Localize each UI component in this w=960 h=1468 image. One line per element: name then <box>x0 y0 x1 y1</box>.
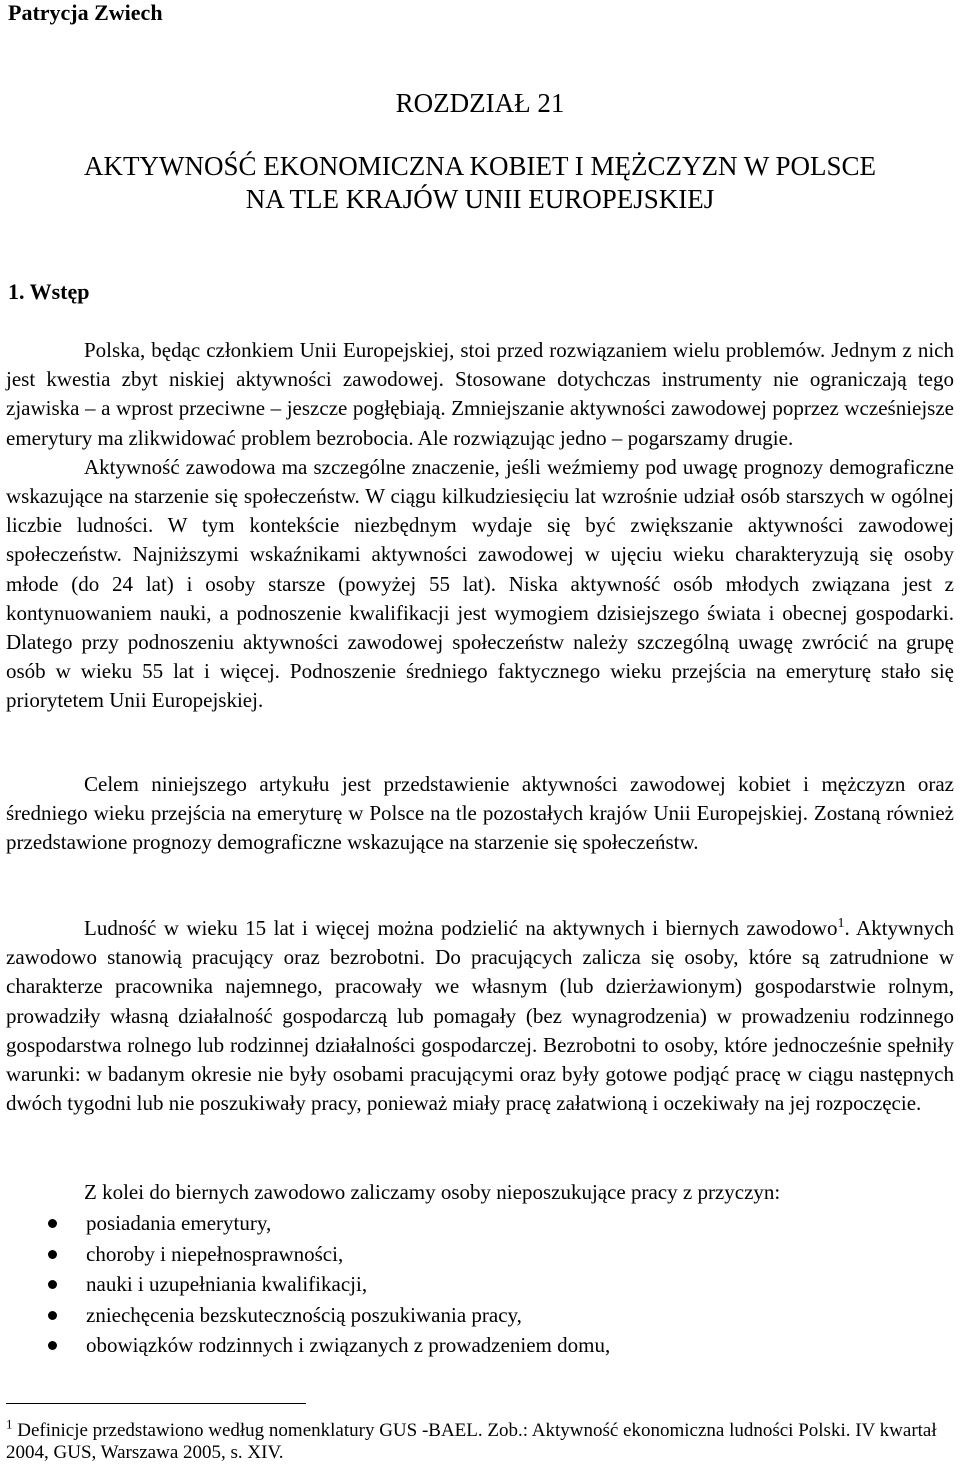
chapter-title-line-1: AKTYWNOŚĆ EKONOMICZNA KOBIET I MĘŻCZYZN W POLSCE <box>84 151 876 181</box>
list-item-text: nauki i uzupełniania kwalifikacji, <box>86 1272 368 1296</box>
paragraph-aim: Celem niniejszego artykułu jest przedstawienie aktywności zawodowej kobiet i mężczyzn oraz średniego wieku przejścia na emeryturę w Polsce na tle pozostałych krajów Unii Europejskiej. Zostaną również przedstawione prognozy demograficzne wskazujące na starzenie się społeczeństw. <box>6 772 954 855</box>
footnote <box>6 1416 956 1464</box>
list-item <box>6 1300 946 1331</box>
author-name: Patrycja Zwiech <box>8 0 163 25</box>
list-intro: Z kolei do biernych zawodowo zaliczamy osoby nieposzukujące pracy z przyczyn: <box>84 1180 781 1204</box>
section-heading: 1. Wstęp <box>8 279 90 304</box>
bullet-icon <box>48 1341 57 1350</box>
bullet-icon <box>48 1280 57 1289</box>
inactivity-reasons-list <box>6 1208 946 1361</box>
paragraph-demography: Aktywność zawodowa ma szczególne znaczenie, jeśli weźmiemy pod uwagę prognozy demograficzne wskazujące na starzenie się społeczeństw. W ciągu kilkudziesięciu lat wzrośnie udział osób starszych w ogólnej liczbie ludności. W tym kontekście niezbędnym wydaje się być zwiększanie aktywności zawodowej społeczeństw. Najniższymi wskaźnikami aktywności zawodowej w ujęciu wieku charakteryzują się osoby młode (do 24 lat) i osoby starsze (powyżej 55 lat). Niska aktywność osób młodych związana jest z kontynuowaniem nauki, a podnoszenie kwalifikacji jest wymogiem dzisiejszego świata i obecnej gospodarki. Dlatego przy podnoszeniu aktywności zawodowej społeczeństw należy szczególną uwagę zwrócić na grupę osób w wieku 55 lat i więcej. Podnoszenie średniego faktycznego wieku przejścia na emeryturę stało się priorytetem Unii Europejskiej. <box>6 454 954 713</box>
paragraph-problem: Polska, będąc członkiem Unii Europejskiej, stoi przed rozwiązaniem wielu problemów. Jednym z nich jest kwestia zbyt niskiej aktywności zawodowej. Stosowane dotychczas instrumenty nie ograniczają tego zjawiska – a wprost przeciwne – jeszcze pogłębiają. Zmniejszanie aktywności zawodowej poprzez wcześniejsze emerytury ma zlikwidować problem bezrobocia. Ale rozwiązując jedno – pogarszamy drugie. <box>6 338 954 450</box>
chapter-number: ROZDZIAŁ 21 <box>395 88 565 118</box>
list-item <box>6 1208 946 1239</box>
intro-paragraph-block <box>6 336 954 716</box>
list-item <box>6 1239 946 1270</box>
footnote-mark: 1 <box>6 1416 13 1432</box>
paragraph-definitions <box>6 914 954 1118</box>
list-item <box>6 1269 946 1300</box>
list-item <box>6 1330 946 1361</box>
list-item-text: obowiązków rodzinnych i związanych z prowadzeniem domu, <box>86 1333 611 1357</box>
paragraph-definitions-start: Ludność w wieku 15 lat i więcej można podzielić na aktywnych i biernych zawodowo <box>84 916 838 940</box>
list-item-text: posiadania emerytury, <box>86 1211 272 1235</box>
paragraph-definitions-end: . Aktywnych zawodowo stanowią pracujący oraz bezrobotni. Do pracujących zalicza się osoby, które są zatrudnione w charakterze pracownika najemnego, pracowały we własnym (lub dzierżawionym) gospodarstwie rolnym, prowadziły własną działalność gospodarczą lub pomagały (bez wynagrodzenia) w prowadzeniu rodzinnego gospodarstwa rolnego lub rodzinnej działalności gospodarczej. Bezrobotni to osoby, które jednocześnie spełniły warunki: w badanym okresie nie były osobami pracującymi oraz były gotowe podjąć pracę w ciągu następnych dwóch tygodni lub nie poszukiwały pracy, ponieważ miały pracę załatwioną i oczekiwały na jej rozpoczęcie. <box>6 916 955 1116</box>
chapter-title <box>0 150 960 216</box>
footnote-text: Definicje przedstawiono według nomenklatury GUS -BAEL. Zob.: Aktywność ekonomiczna ludności Polski. IV kwartał 2004, GUS, Warszawa 2005, s. XIV. <box>6 1420 937 1463</box>
chapter-title-line-2: NA TLE KRAJÓW UNII EUROPEJSKIEJ <box>245 184 715 214</box>
bullet-icon <box>48 1250 57 1259</box>
footnote-reference[interactable]: 1 <box>837 916 845 931</box>
bullet-icon <box>48 1311 57 1320</box>
bullet-icon <box>48 1219 57 1228</box>
footnote-divider <box>6 1403 306 1404</box>
list-item-text: zniechęcenia bezskutecznością poszukiwania pracy, <box>86 1302 522 1327</box>
list-item-text: choroby i niepełnosprawności, <box>86 1241 344 1266</box>
